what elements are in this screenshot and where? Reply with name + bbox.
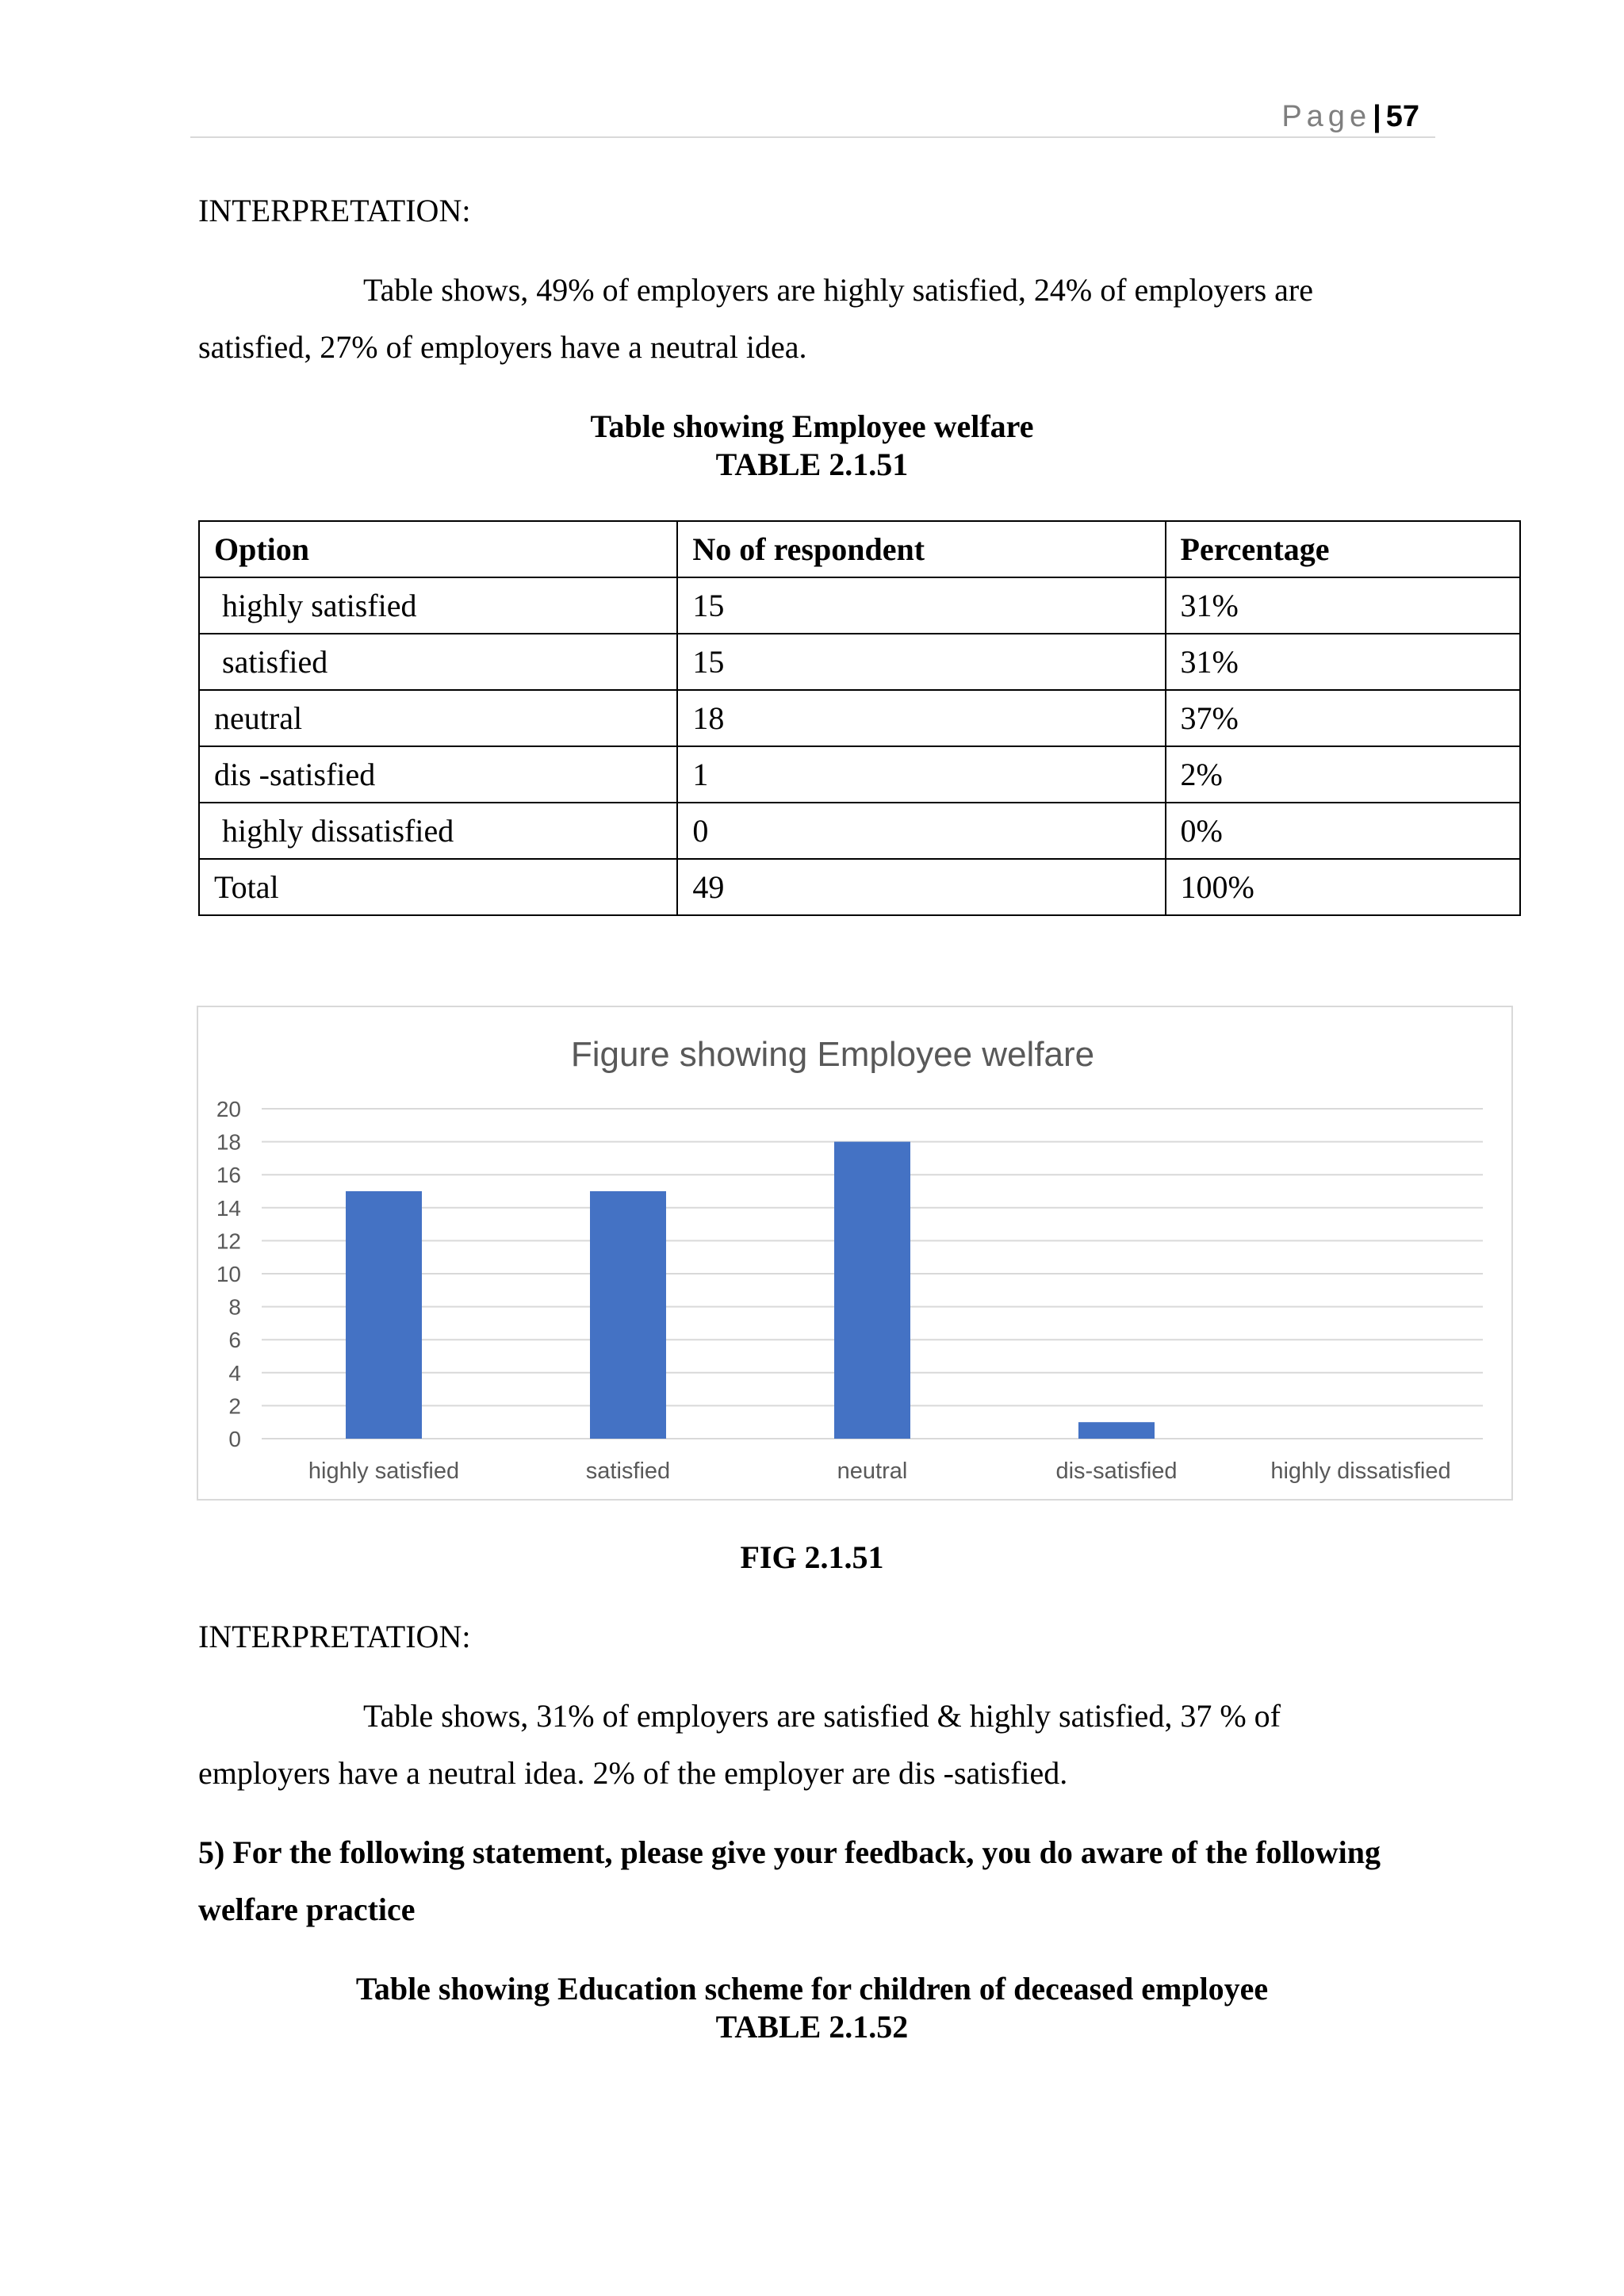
y-tick-label: 18 [216,1129,241,1155]
y-tick-label: 4 [228,1360,241,1386]
table-51-title: Table showing Employee welfare [590,408,1034,444]
table-cell: highly satisfied [199,577,677,634]
table-cell: highly dissatisfied [199,803,677,859]
page-header [190,97,1435,138]
column-header-respondents: No of respondent [677,521,1165,577]
y-tick-label: 12 [216,1228,241,1254]
chart-svg [198,1007,1511,1499]
y-tick-label: 10 [216,1262,241,1286]
table-row [199,690,1520,746]
chart-y-ticks [216,1097,241,1451]
table-cell: 0 [677,803,1165,859]
x-category-label: neutral [837,1458,908,1484]
x-category-label: dis-satisfied [1055,1458,1178,1484]
page-separator: | [1373,100,1381,133]
table-cell: Total [199,859,677,915]
column-header-option: Option [199,521,677,577]
table-cell: 0% [1166,803,1520,859]
bar-dis-satisfied [1078,1422,1155,1439]
table-cell: 31% [1166,577,1520,634]
column-header-percentage: Percentage [1166,521,1520,577]
table-cell: 1 [677,746,1165,803]
y-tick-label: 0 [228,1427,241,1451]
table-cell: dis -satisfied [199,746,677,803]
bar-highly-satisfied [346,1191,422,1439]
chart-title: Figure showing Employee welfare [570,1035,1095,1074]
table-cell: 31% [1166,634,1520,690]
page-num: 57 [1385,100,1419,133]
table-row [199,746,1520,803]
table-52-title: Table showing Education scheme for children of deceased employee [355,1971,1269,2007]
table-cell: 49 [677,859,1165,915]
y-tick-label: 14 [216,1195,241,1221]
table-row [199,859,1520,915]
employee-welfare-table [198,520,1521,916]
y-tick-label: 16 [216,1163,241,1188]
y-tick-label: 2 [228,1393,241,1419]
y-tick-label: 20 [216,1097,241,1121]
bar-satisfied [590,1191,666,1439]
interpretation-1-line-2: satisfied, 27% of employers have a neutral idea. [198,329,807,365]
x-category-label: highly satisfied [308,1458,460,1484]
interpretation-2-line-1: Table shows, 31% of employers are satisfied & highly satisfied, 37 % of [363,1698,1281,1734]
table-cell: neutral [199,690,677,746]
x-category-label: highly dissatisfied [1270,1458,1451,1484]
interpretation-1-line-1: Table shows, 49% of employers are highly satisfied, 24% of employers are [363,272,1313,308]
table-cell: 2% [1166,746,1520,803]
table-header-row [199,521,1520,577]
bar-neutral [834,1142,910,1439]
x-category-label: satisfied [585,1458,671,1484]
interpretation-heading-1: INTERPRETATION: [198,193,471,228]
table-cell: 37% [1166,690,1520,746]
table-cell: 100% [1166,859,1520,915]
figure-caption: FIG 2.1.51 [740,1539,884,1575]
question-5-line-1: 5) For the following statement, please give your feedback, you do aware of the following [198,1834,1381,1870]
interpretation-heading-2: INTERPRETATION: [198,1619,471,1654]
table-cell: 15 [677,577,1165,634]
table-52-number: TABLE 2.1.52 [715,2009,909,2045]
page-number [1281,97,1419,136]
y-tick-label: 6 [228,1328,241,1353]
question-5-line-2: welfare practice [198,1892,416,1927]
table-51-number: TABLE 2.1.51 [715,447,909,482]
page-word: Page [1281,100,1372,133]
y-tick-label: 8 [228,1294,241,1320]
table-cell: satisfied [199,634,677,690]
table-row [199,634,1520,690]
table-cell: 18 [677,690,1165,746]
chart-x-categories [308,1458,1451,1484]
employee-welfare-chart [197,1006,1513,1501]
chart-bars [346,1142,1155,1439]
table-row [199,803,1520,859]
interpretation-2-line-2: employers have a neutral idea. 2% of the employer are dis -satisfied. [198,1755,1068,1791]
table-row [199,577,1520,634]
table-cell: 15 [677,634,1165,690]
